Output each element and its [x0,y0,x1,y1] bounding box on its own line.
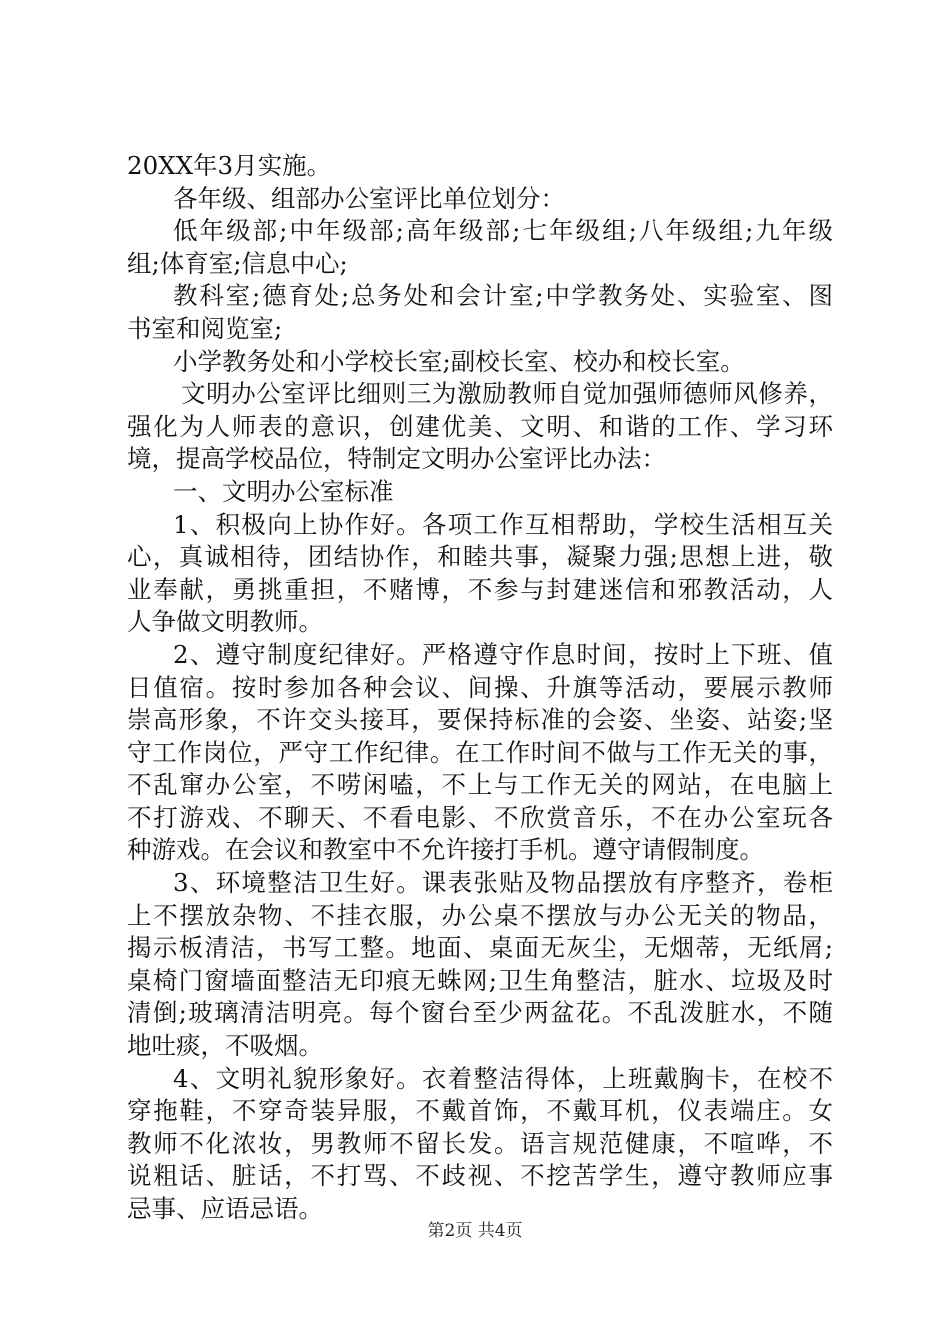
text-line: 教师不化浓妆，男教师不留长发。语言规范健康，不喧哗，不 [127,1128,833,1158]
text-line: 1、积极向上协作好。各项工作互相帮助，学校生活相互关 [173,509,833,539]
text-line: 地吐痰，不吸烟。 [127,1031,323,1061]
text-line: 3、环境整洁卫生好。课表张贴及物品摆放有序整齐，卷柜 [173,868,833,898]
text-line: 桌椅门窗墙面整洁无印痕无蛛网;卫生角整洁，脏水、垃圾及时 [127,965,833,995]
text-line: 清倒;玻璃清洁明亮。每个窗台至少两盆花。不乱泼脏水，不随 [127,998,833,1028]
text-line: 20XX年3月实施。 [127,151,332,180]
text-line: 境，提高学校品位，特制定文明办公室评比办法： [127,444,666,474]
text-line: 揭示板清洁，书写工整。地面、桌面无灰尘，无烟蒂，无纸屑; [127,933,833,963]
text-line: 不打游戏、不聊天、不看电影、不欣赏音乐，不在办公室玩各 [127,802,833,832]
text-line: 人争做文明教师。 [127,607,323,637]
text-line: 小学教务处和小学校长室;副校长室、校办和校长室。 [173,346,745,376]
text-line: 组;体育室;信息中心; [127,248,348,278]
section-heading: 一、文明办公室标准 [173,476,394,506]
text-line: 心，真诚相待，团结协作，和睦共事，凝聚力强;思想上进，敬 [127,542,833,572]
text-line: 低年级部;中年级部;高年级部;七年级组;八年级组;九年级 [173,216,833,246]
text-line: 上不摆放杂物、不挂衣服，办公桌不摆放与办公无关的物品， [127,900,833,930]
text-line: 教科室;德育处;总务处和会计室;中学教务处、实验室、图 [173,281,833,311]
text-line: 书室和阅览室; [127,313,283,343]
text-line: 日值宿。按时参加各种会议、间操、升旗等活动，要展示教师 [127,672,833,702]
text-line: 业奉献，勇挑重担，不赌博，不参与封建迷信和邪教活动，人 [127,574,833,604]
text-line: 不乱窜办公室，不唠闲嗑，不上与工作无关的网站，在电脑上 [127,770,833,800]
text-line: 文明办公室评比细则三为激励教师自觉加强师德师风修养， [181,379,833,409]
text-line: 2、遵守制度纪律好。严格遵守作息时间，按时上下班、值 [173,639,833,669]
text-line: 说粗话、脏话，不打骂、不歧视、不挖苦学生，遵守教师应事 [127,1161,833,1191]
text-line: 种游戏。在会议和教室中不允许接打手机。遵守请假制度。 [127,835,764,865]
text-line: 穿拖鞋，不穿奇装异服，不戴首饰，不戴耳机，仪表端庄。女 [127,1096,833,1126]
text-line: 守工作岗位，严守工作纪律。在工作时间不做与工作无关的事， [127,737,833,767]
page-number-footer: 第2页 共4页 [427,1221,523,1241]
text-line: 忌事、应语忌语。 [127,1194,323,1223]
text-line: 各年级、组部办公室评比单位划分： [173,183,565,213]
text-line: 崇高形象，不许交头接耳，要保持标准的会姿、坐姿、站姿;坚 [127,705,833,735]
text-line: 强化为人师表的意识，创建优美、文明、和谐的工作、学习环 [127,411,833,441]
document-body [127,150,833,1226]
text-line: 4、文明礼貌形象好。衣着整洁得体，上班戴胸卡，在校不 [173,1063,833,1093]
